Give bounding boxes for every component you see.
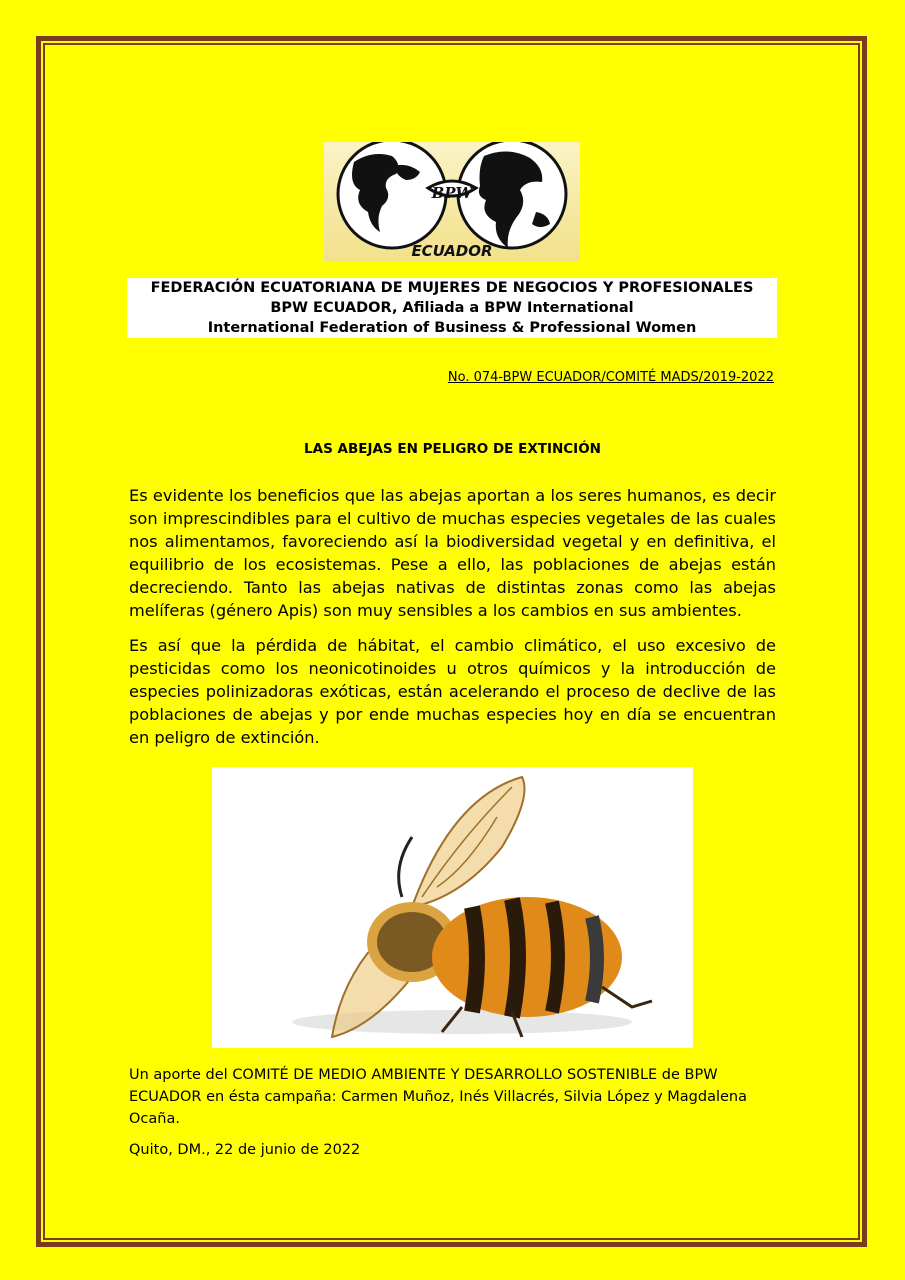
document-title: LAS ABEJAS EN PELIGRO DE EXTINCIÓN (304, 441, 601, 457)
document-date: Quito, DM., 22 de junio de 2022 (129, 1142, 361, 1158)
document-reference: No. 074-BPW ECUADOR/COMITÉ MADS/2019-2022 (447, 370, 774, 385)
header-line-1: FEDERACIÓN ECUATORIANA DE MUJERES DE NEGOCIOS Y PROFESIONALES (150, 280, 754, 296)
header-line-3: International Federation of Business & Professional Women (207, 320, 697, 336)
globe-logo-icon (324, 142, 580, 262)
header-line-2: BPW ECUADOR, Afiliada a BPW International (270, 300, 634, 316)
body-paragraph-1: Es evidente los beneficios que las abejas aportan a los seres humanos, es decir son imprescindibles para el cultivo de muchas especies vegetales de las cuales nos alimentamos, favoreciendo así la biodiversidad vegetal y en definitiva, el equilibrio de los ecosistemas. Pese a ello, las poblaciones de abejas están decreciendo. Tanto las abejas nativas de distintas zonas como las abejas melíferas (género Apis) son muy sensibles a los cambios en sus ambientes. (129, 486, 776, 620)
organization-header (127, 278, 777, 338)
footer-credits: Un aporte del COMITÉ DE MEDIO AMBIENTE Y DESARROLLO SOSTENIBLE de BPW ECUADOR en ésta campaña: Carmen Muñoz, Inés Villacrés, Silvia López y Magdalena Ocaña. (129, 1067, 747, 1127)
bee-photo (212, 767, 693, 1048)
logo-caption: ECUADOR (411, 242, 493, 260)
logo-emblem-text: BPW (431, 184, 473, 202)
body-paragraph-2: Es así que la pérdida de hábitat, el cambio climático, el uso excesivo de pesticidas como los neonicotinoides u otros químicos y la introducción de especies polinizadoras exóticas, están acelerando el proceso de declive de las poblaciones de abejas y por ende muchas especies hoy en día se encuentran en peligro de extinción. (129, 636, 776, 747)
bee-illustration-icon (212, 767, 693, 1048)
bpw-logo (324, 142, 580, 262)
